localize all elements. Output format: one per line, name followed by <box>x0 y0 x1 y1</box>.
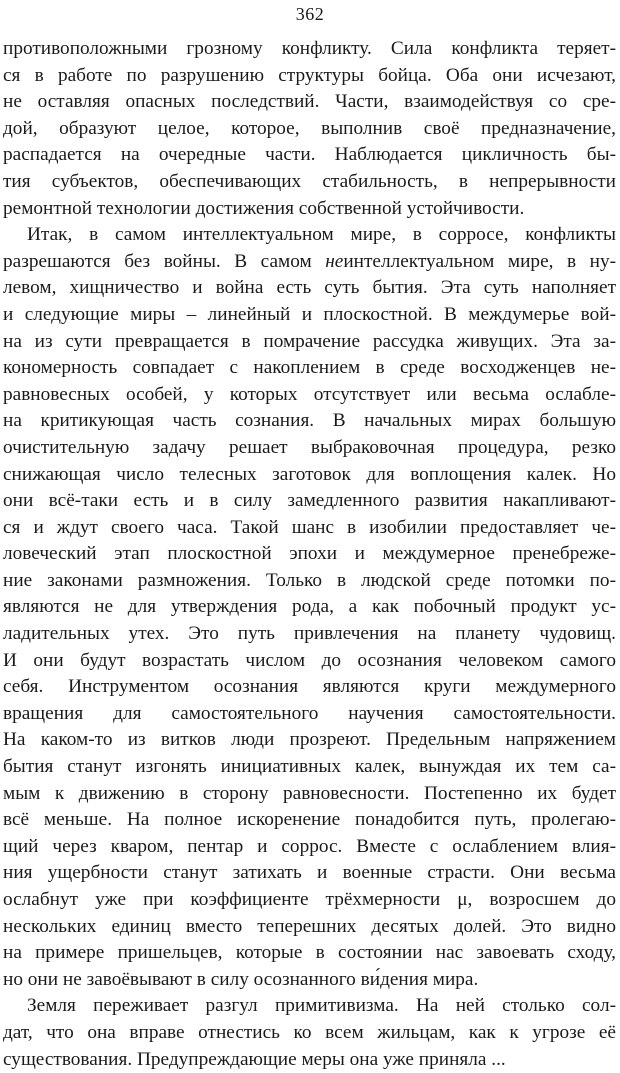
text-line: бытия станут изгонять инициативных калек, вынуждая их тем са- <box>3 756 616 778</box>
text-line: ремонтной технологии достижения собственной устойчивости. <box>3 197 525 219</box>
text-line: левом, хищничество и война есть суть бытия. Эта суть наполняет <box>3 277 616 299</box>
text-line: Земля переживает разгул примитивизма. На ней столько сол- <box>27 995 616 1017</box>
text-line: ние законами размножения. Только в людской среде потомки по- <box>3 569 616 591</box>
text-line: существования. Предупреждающие меры она уже приняла ... <box>3 1048 506 1070</box>
text-line: ся и ждут своего часа. Такой шанс в изобилии предоставляет че- <box>3 516 616 538</box>
text-line: противоположными грозному конфликту. Сила конфликта теряет- <box>3 38 616 59</box>
text-line: являются не для утверждения рода, а как побочный продукт ус- <box>3 596 616 618</box>
text-line: они всё-таки есть и в силу замедленного развития накапливают- <box>3 490 616 512</box>
paragraph <box>3 993 616 1073</box>
text-line: на из сути превращается в помрачение рассудка живущих. Эта за- <box>3 330 616 352</box>
text-line: распадается на очередные части. Наблюдается цикличность бы- <box>3 144 616 166</box>
text-line: тия субъектов, обеспечивающих стабильность, в непрерывности <box>3 170 616 192</box>
text-line: на примере пришельцев, которые в состоянии нас завоевать сходу, <box>3 942 616 964</box>
text-line: нескольких единиц вместо теперешних десятых долей. Это видно <box>3 915 616 937</box>
text-line: ладительных утех. Это путь привлечения на планету чудовищ. <box>3 623 616 645</box>
text-line: Итак, в самом интеллектуальном мире, в сорросе, конфликты <box>27 224 616 246</box>
paragraph <box>3 36 616 222</box>
text-line: щий через кваром, пентар и соррос. Вместе с ослаблением влия- <box>3 835 616 857</box>
text-line: на критикующая часть сознания. В начальных мирах большую <box>3 410 616 432</box>
text-line: не оставляя опасных последствий. Части, взаимодействуя со сре- <box>3 91 616 113</box>
body-text <box>3 36 616 1073</box>
text-line: дой, образуют целое, которое, выполнив своё предназначение, <box>3 117 616 139</box>
text-line: но они не завоёвывают в силу осознанного ви́дения мира. <box>3 968 479 990</box>
text-line: ловеческий этап плоскостной эпохи и междумерное пренебреже- <box>3 543 616 565</box>
text-line: снижающая число телесных заготовок для воплощения калек. Но <box>3 463 616 485</box>
text-line: ния ущербности станут затихать и военные страсти. Они весьма <box>3 862 616 884</box>
text-line: мым к движению в сторону равновесности. Постепенно их будет <box>3 782 616 804</box>
text-line: очистительную задачу решает выбраковочная процедура, резко <box>3 436 616 458</box>
page-number: 362 <box>295 4 325 24</box>
text-line: и следующие миры – линейный и плоскостной. В междумерье вой- <box>3 303 616 325</box>
text-line: дат, что она вправе отнестись ко всем жильцам, как к угрозе её <box>3 1021 616 1043</box>
paragraph <box>3 222 616 993</box>
text-line: И они будут возрастать числом до осознания человеком самого <box>3 649 616 671</box>
text-line: На каком-то из витков люди прозреют. Предельным напряжением <box>3 729 616 751</box>
italic-emphasis: не <box>325 250 344 272</box>
text-line: всё меньше. На полное искоренение понадобится путь, пролегаю- <box>3 809 616 831</box>
text-line: равновесных особей, у которых отсутствует или весьма ослабле- <box>3 383 616 405</box>
text-line: кономерность совпадает с накоплением в среде восходженцев не- <box>3 357 616 379</box>
text-line: ослабнут уже при коэффициенте трёхмерности μ, возросшем до <box>3 889 616 910</box>
text-line: разрешаются без войны. В самом неинтеллектуальном мире, в ну- <box>3 250 617 272</box>
text-line: вращения для самостоятельного научения самостоятельности. <box>3 702 616 724</box>
text-line: себя. Инструментом осознания являются круги междумерного <box>3 676 616 698</box>
text-line: ся в работе по разрушению структуры бойца. Оба они исчезают, <box>3 64 616 86</box>
